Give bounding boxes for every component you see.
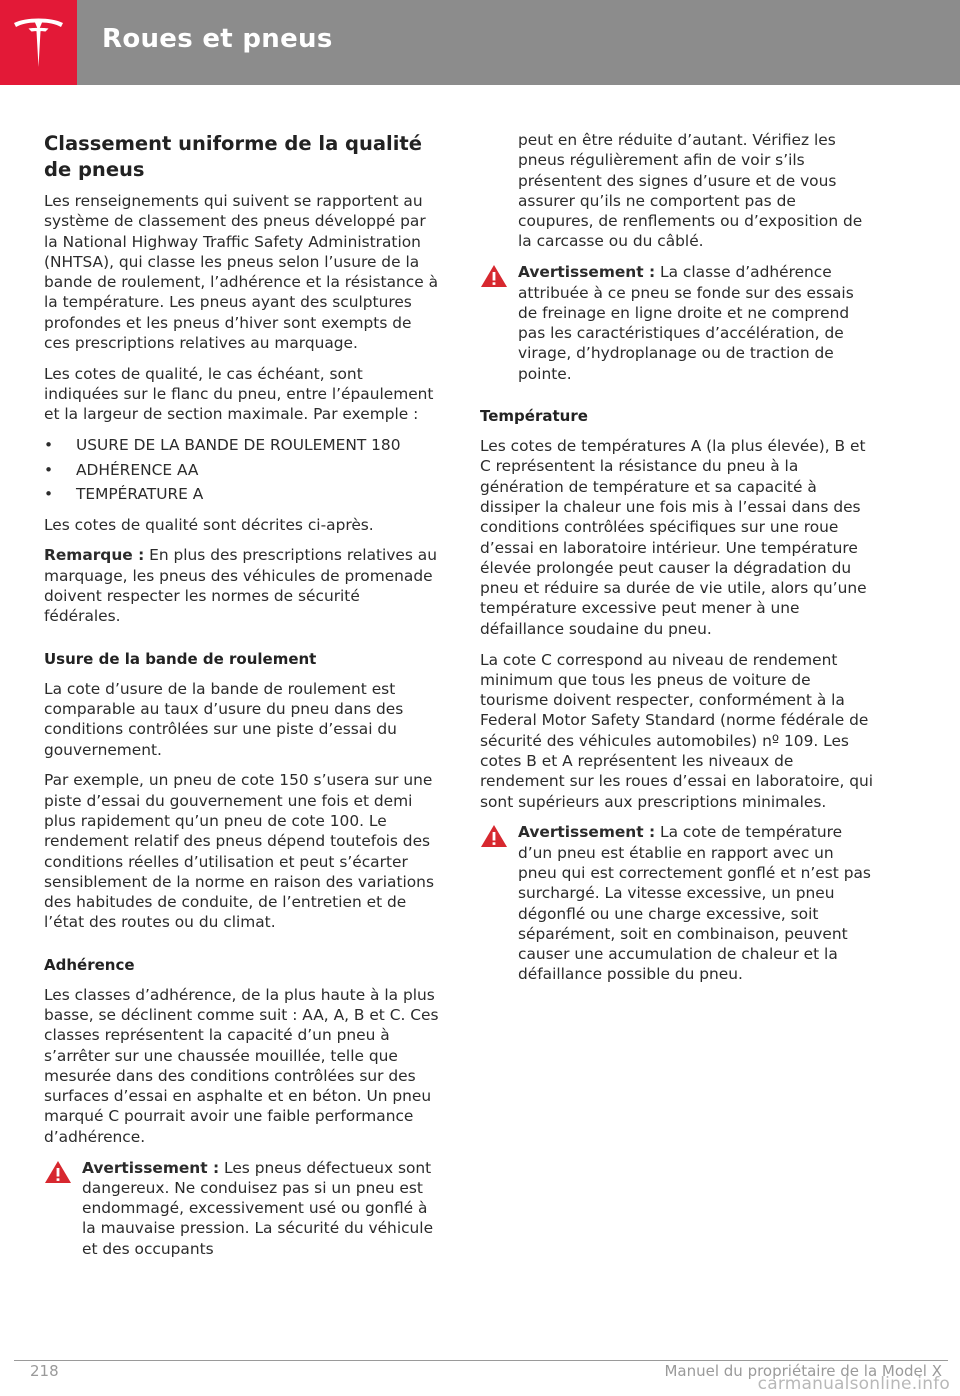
tesla-logo-icon xyxy=(12,17,65,69)
warning-defective-tires xyxy=(44,1158,440,1259)
warning-text: La cote de température d’un pneu est établie en rapport avec un pneu qui est correctement gonflé et n’est pas surchargé. La vitesse excessive, un pneu dégonflé ou une charge excessive, soit séparément, soit en combinaison, peuvent causer une accumulation de chaleur et la défaillance possible du pneu. xyxy=(518,823,871,984)
warning-temperature-grade xyxy=(480,822,876,984)
header-bar xyxy=(0,0,960,85)
warning-label: Avertissement : xyxy=(518,263,656,282)
paragraph-treadwear-1: La cote d’usure de la bande de roulement est comparable au taux d’usure du pneu dans des conditions contrôlées sur une piste d’essai du gouvernement. xyxy=(44,679,404,759)
paragraph-intro: Les renseignements qui suivent se rapportent au système de classement des pneus développé par la National Highway Traffic Safety Administration (NHTSA), qui classe les pneus selon l’usure de la bande de roulement, l’adhérence et la résistance à la température. Les pneus ayant des sculptures profondes et les pneus d’hiver sont exempts de ces prescriptions relatives au marquage. xyxy=(44,192,439,353)
list-item: • ADHÉRENCE AA xyxy=(44,460,199,479)
paragraph-temperature-1: Les cotes de températures A (la plus élevée), B et C représentent la résistance du pneu à la génération de température et sa capacité à dissiper la chaleur une fois mis à l’essai dans des conditions contrôlées spécifiques sur une roue d’essai en laboratoire intérieur. Une température élevée prolongée peut causer la dégradation du pneu et réduire sa durée de vie utile, alors qu’une température excessive peut mener à une défaillance soudaine du pneu. xyxy=(480,437,867,638)
heading-temperature: Température xyxy=(480,407,588,426)
grade-example-list xyxy=(44,435,440,504)
heading-tire-quality-grading: Classement uniforme de la qualité de pneus xyxy=(44,132,422,181)
paragraph-temperature-2: La cote C correspond au niveau de rendement minimum que tous les pneus de voiture de tourisme doivent respecter, conformément à la Federal Motor Safety Standard (norme fédérale de sécurité des véhicules automobiles) nº 109. Les cotes B et A représentent les niveaux de rendement sur les roues d’essai en laboratoire, qui sont supérieurs aux prescriptions minimales. xyxy=(480,650,874,811)
list-item: • TEMPÉRATURE A xyxy=(44,484,204,503)
heading-treadwear: Usure de la bande de roulement xyxy=(44,649,317,668)
manual-title: Manuel du propriétaire de la Model X xyxy=(664,1362,942,1380)
warning-icon xyxy=(44,1160,72,1184)
left-column xyxy=(44,128,440,1270)
note xyxy=(44,545,440,626)
note-label: Remarque : xyxy=(44,546,145,565)
paragraph-treadwear-2: Par exemple, un pneu de cote 150 s’usera sur une piste d’essai du gouvernement une fois et demi plus rapidement qu’un pneu de cote 100. Le rendement relatif des pneus dépend toutefois des conditions réelles d’utilisation et peut s’écarter sensiblement de la norme en raison des variations des habitudes de conduite, de l’entretien et de l’état des routes ou du climat. xyxy=(44,771,434,932)
right-column xyxy=(480,130,876,995)
bullet-icon: • xyxy=(44,484,54,503)
footer-divider xyxy=(14,1360,948,1361)
page-number: 218 xyxy=(30,1362,59,1380)
tesla-logo xyxy=(0,0,77,85)
paragraph-grades-location: Les cotes de qualité, le cas échéant, sont indiquées sur le flanc du pneu, entre l’épaulement et la largeur de section maximale. Par exemple : xyxy=(44,364,434,424)
warning-text: Les pneus défectueux sont dangereux. Ne conduisez pas si un pneu est endommagé, excessivement usé ou gonflé à la mauvaise pression. La sécurité du véhicule et des occupants xyxy=(82,1158,434,1258)
paragraph-traction: Les classes d’adhérence, de la plus haute à la plus basse, se déclinent comme suit : AA, A, B et C. Ces classes représentent la capacité d’un pneu à s’arrêter sur une chaussée mouillée, telle que mesurée dans des conditions contrôlées sur des surfaces d’essai en asphalte et en béton. Un pneu marqué C pourrait avoir une faible performance d’adhérence. xyxy=(44,985,439,1146)
warning-label: Avertissement : xyxy=(82,1158,220,1177)
bullet-icon: • xyxy=(44,436,54,455)
warning-defective-tires-continued: peut en être réduite d’autant. Vérifiez les pneus régulièrement afin de voir s’ils présentent des signes d’usure et de vous assurer qu’ils ne comportent pas de coupures, de renflements ou d’exposition de la carcasse ou du câblé. xyxy=(518,131,863,251)
warning-traction-grade xyxy=(480,262,876,384)
bullet-icon: • xyxy=(44,460,54,479)
list-item: • USURE DE LA BANDE DE ROULEMENT 180 xyxy=(44,436,401,455)
warning-label: Avertissement : xyxy=(518,823,656,842)
watermark: carmanualsonline.info xyxy=(757,1374,950,1394)
warning-icon xyxy=(480,824,508,848)
section-title: Roues et pneus xyxy=(102,24,333,54)
warning-text: La classe d’adhérence attribuée à ce pneu se fonde sur des essais de freinage en ligne droite et ne comprend pas les caractéristiques d’accélération, de virage, d’hydroplanage ou de traction de pointe. xyxy=(518,263,854,383)
heading-traction: Adhérence xyxy=(44,955,135,974)
warning-icon xyxy=(480,264,508,288)
paragraph-grades-described: Les cotes de qualité sont décrites ci-après. xyxy=(44,515,374,534)
note-text: En plus des prescriptions relatives au marquage, les pneus des véhicules de promenade doivent respecter les normes de sécurité fédérales. xyxy=(44,546,437,626)
